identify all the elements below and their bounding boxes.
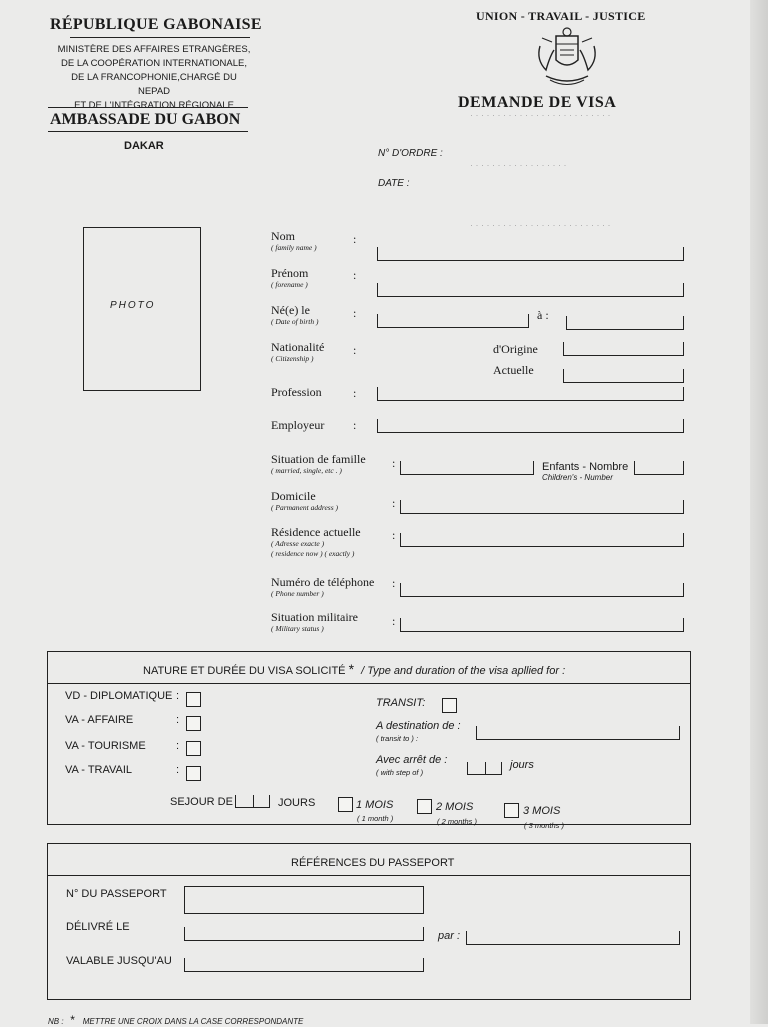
stay-label: SEJOUR DE [170,796,233,808]
stay-2-months-label-en: ( 2 months ) [437,817,478,826]
stay-days-digit-2[interactable] [252,795,270,808]
nationality-origin-field[interactable] [563,342,684,356]
national-motto: UNION - TRAVAIL - JUSTICE [476,9,646,23]
family-status-field[interactable] [400,461,534,475]
children-label: Enfants - Nombre [542,461,629,473]
nationality-label-en: ( Citizenship ) [271,354,314,363]
destination-label-en: ( transit to ) : [376,734,419,743]
visa-type-work-checkbox[interactable] [186,766,201,781]
birthplace-field[interactable] [566,316,684,330]
passport-number-field[interactable] [184,886,424,914]
military-label-en: ( Military status ) [271,624,324,633]
birthdate-label: Né(e) le [271,303,310,317]
panel-divider [48,875,690,876]
visa-type-work-label: VA - TRAVAIL [65,764,133,776]
nationality-origin-label: d'Origine [493,342,538,356]
children-field[interactable] [634,461,684,475]
residence-label-en2: ( residence now ) ( exactly ) [271,549,355,558]
colon: : [392,528,396,542]
domicile-label: Domicile [271,489,316,503]
colon: : [392,496,396,510]
colon: : [353,232,357,246]
colon: : [353,343,357,357]
nom-label: Nom [271,229,295,243]
stop-label-en: ( with step of ) [376,768,424,777]
residence-label-en1: ( Adresse exacte ) [271,539,325,548]
scan-edge-shadow [750,0,768,1024]
valid-until-label: VALABLE JUSQU'AU [66,955,172,967]
stay-3-months-label: 3 MOIS [523,805,561,817]
panel-divider [48,683,690,684]
domicile-field[interactable] [400,500,684,514]
military-field[interactable] [400,618,684,632]
ministry-line: MINISTÈRE DES AFFAIRES ETRANGÈRES, [57,44,251,55]
colon: : [392,614,396,628]
footnote-star: * [69,1013,75,1027]
colon: : [176,690,180,702]
stay-3-months-label-en: ( 3 months ) [524,821,565,830]
photo-label: PHOTO [110,300,156,311]
footnote [48,1013,303,1027]
visa-type-diplomatic-checkbox[interactable] [186,692,201,707]
profession-label: Profession [271,385,322,399]
colon: : [353,268,357,282]
embassy-city: DAKAR [124,140,164,152]
visa-title-en: / Type and duration of the visa apllied for : [361,665,566,677]
transit-checkbox[interactable] [442,698,457,713]
ministry-line: ET DE L'INTÉGRATION RÉGIONALE [74,100,234,111]
country-name: RÉPUBLIQUE GABONAISE [50,16,262,33]
passport-number-label: N° DU PASSEPORT [66,888,167,900]
bleed-through-text: · · · · · · · · · · · · · · · · · · · · · · · · · · [470,110,611,120]
birthdate-label-en: ( Date of birth ) [271,317,319,326]
stay-3-months-checkbox[interactable] [504,803,519,818]
profession-field[interactable] [377,387,684,401]
visa-panel-title [143,661,565,677]
valid-until-field[interactable] [184,958,424,972]
passport-panel-title: RÉFÉRENCES DU PASSEPORT [291,857,455,869]
bleed-through-text: · · · · · · · · · · · · · · · · · · [470,160,567,170]
visa-title-fr: NATURE ET DURÉE DU VISA SOLICITÉ [143,665,346,677]
colon: : [176,714,180,726]
form-title: DEMANDE DE VISA [458,94,617,111]
ministry-block [54,43,254,113]
visa-type-diplomatic-label: VD - DIPLOMATIQUE [65,690,173,702]
embassy-name: AMBASSADE DU GABON [50,111,241,128]
colon: : [353,306,357,320]
nom-field[interactable] [377,247,684,261]
stay-days-unit: JOURS [278,797,316,809]
visa-type-tourism-checkbox[interactable] [186,741,201,756]
visa-title-star: * [348,661,355,677]
birthplace-label: à : [537,308,549,322]
nationality-current-label: Actuelle [493,363,534,377]
delivered-date-field[interactable] [184,927,424,941]
stay-1-month-label-en: ( 1 month ) [357,814,394,823]
nationality-current-field[interactable] [563,369,684,383]
phone-field[interactable] [400,583,684,597]
footnote-nb: NB : [48,1017,64,1026]
stop-days-digit-2[interactable] [484,762,502,775]
visa-type-tourism-label: VA - TOURISME [65,740,146,752]
stop-label: Avec arrêt de : [376,754,448,766]
family-status-label-en: ( married, single, etc . ) [271,466,342,475]
nom-label-en: ( family name ) [271,243,317,252]
bleed-through-text: · · · · · · · · · · · · · · · · · · · · · · · · · · [470,220,611,230]
residence-field[interactable] [400,533,684,547]
employer-label: Employeur [271,418,325,432]
delivered-label: DÉLIVRÉ LE [66,921,130,933]
birthdate-field[interactable] [377,314,529,328]
header-divider [70,37,250,38]
delivered-by-label: par : [438,930,461,942]
ministry-line: DE LA COOPÉRATION INTERNATIONALE, [61,58,247,69]
destination-label: A destination de : [376,720,461,732]
colon: : [353,418,357,432]
stop-days-unit: jours [510,759,534,771]
stay-1-month-checkbox[interactable] [338,797,353,812]
residence-label: Résidence actuelle [271,525,361,539]
colon: : [176,740,180,752]
coat-of-arms-icon [534,26,600,90]
delivered-by-field[interactable] [466,931,680,945]
prenom-field[interactable] [377,283,684,297]
order-number-label: N° D'ORDRE : [378,148,443,159]
ministry-line: DE LA FRANCOPHONIE,CHARGÉ DU NEPAD [71,72,237,97]
visa-type-business-checkbox[interactable] [186,716,201,731]
stay-2-months-checkbox[interactable] [417,799,432,814]
colon: : [353,386,357,400]
colon: : [392,456,396,470]
visa-type-business-label: VA - AFFAIRE [65,714,134,726]
nationality-label: Nationalité [271,340,325,354]
date-label: DATE : [378,178,410,189]
family-status-label: Situation de famille [271,452,366,466]
stay-2-months-label: 2 MOIS [436,801,474,813]
colon: : [176,764,180,776]
military-label: Situation militaire [271,610,358,624]
employer-field[interactable] [377,419,684,433]
phone-label-en: ( Phone number ) [271,589,324,598]
header-divider [48,131,248,132]
domicile-label-en: ( Parmanent address ) [271,503,339,512]
transit-label: TRANSIT: [376,697,426,709]
stay-1-month-label: 1 MOIS [356,799,394,811]
children-label-en: Children's - Number [542,473,613,482]
colon: : [392,576,396,590]
phone-label: Numéro de téléphone [271,575,375,589]
footnote-text: METTRE UNE CROIX DANS LA CASE CORRESPONDANTE [82,1017,304,1026]
destination-field[interactable] [476,726,680,740]
prenom-label: Prénom [271,266,309,280]
prenom-label-en: ( forename ) [271,280,308,289]
header-divider [48,107,248,108]
